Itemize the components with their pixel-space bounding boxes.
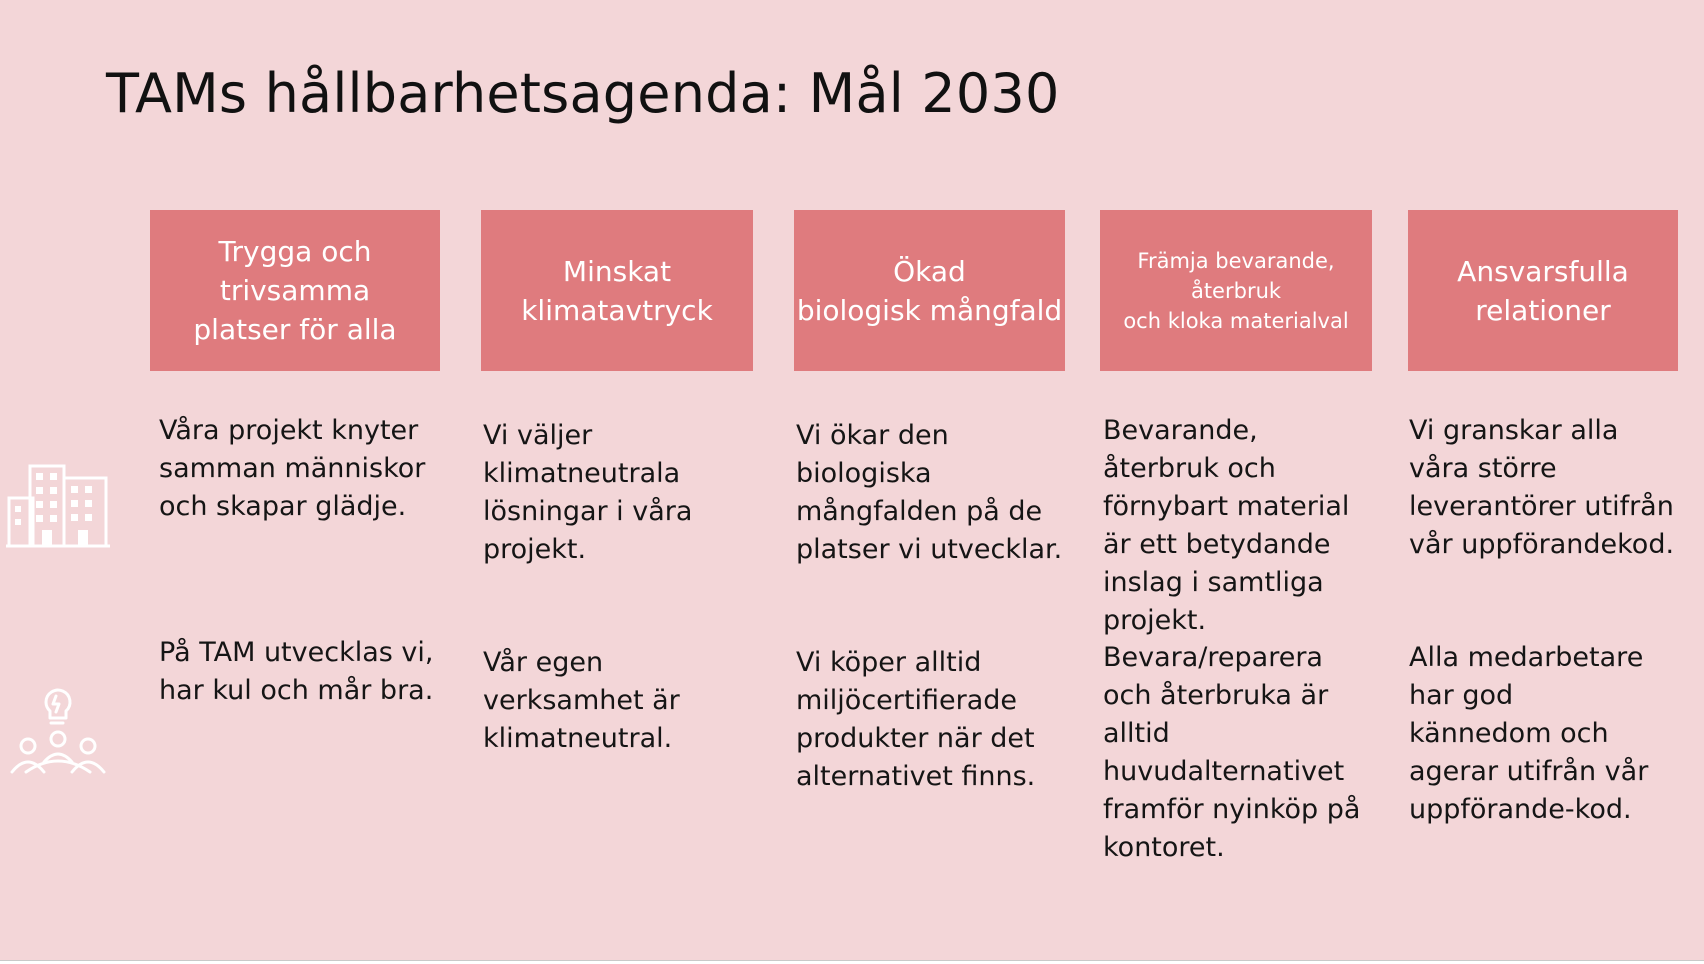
goal-text-safe-places-2: På TAM utvecklas vi, har kul och mår bra. — [159, 637, 434, 706]
goal-text-climate-1: Vi väljer klimatneutrala lösningar i våra projekt. — [483, 420, 693, 565]
goal-header-materials: Främja bevarande, återbruk och kloka materialval — [1100, 210, 1372, 371]
team-idea-icon — [6, 682, 110, 782]
goal-header-biodiversity: Ökad biologisk mångfald — [794, 210, 1065, 371]
slide-title: TAMs hållbarhetsagenda: Mål 2030 — [106, 62, 1060, 125]
goal-text-biodiversity-2: Vi köper alltid miljöcertifierade produkter när det alternativet finns. — [796, 647, 1036, 792]
goal-text-relations-1: Vi granskar alla våra större leverantörer utifrån vår uppförandekod. — [1409, 415, 1675, 560]
goal-text-materials-1: Bevarande, återbruk och förnybart material är ett betydande inslag i samtliga projekt. — [1103, 415, 1350, 636]
goal-text-materials-2: Bevara/reparera och återbruka är alltid huvudalternativet framför nyinköp på kontoret. — [1103, 642, 1361, 863]
buildings-icon — [6, 462, 110, 550]
goal-text-biodiversity-1: Vi ökar den biologiska mångfalden på de platser vi utvecklar. — [796, 420, 1063, 565]
goal-header-safe-places: Trygga och trivsamma platser för alla — [150, 210, 440, 371]
goal-text-climate-2: Vår egen verksamhet är klimatneutral. — [483, 647, 680, 754]
goal-header-relations: Ansvarsfulla relationer — [1408, 210, 1678, 371]
goal-text-safe-places-1: Våra projekt knyter samman människor och skapar glädje. — [159, 415, 426, 522]
goal-header-climate: Minskat klimatavtryck — [481, 210, 753, 371]
goal-text-relations-2: Alla medarbetare har god kännedom och agerar utifrån vår uppförande-kod. — [1409, 642, 1649, 825]
